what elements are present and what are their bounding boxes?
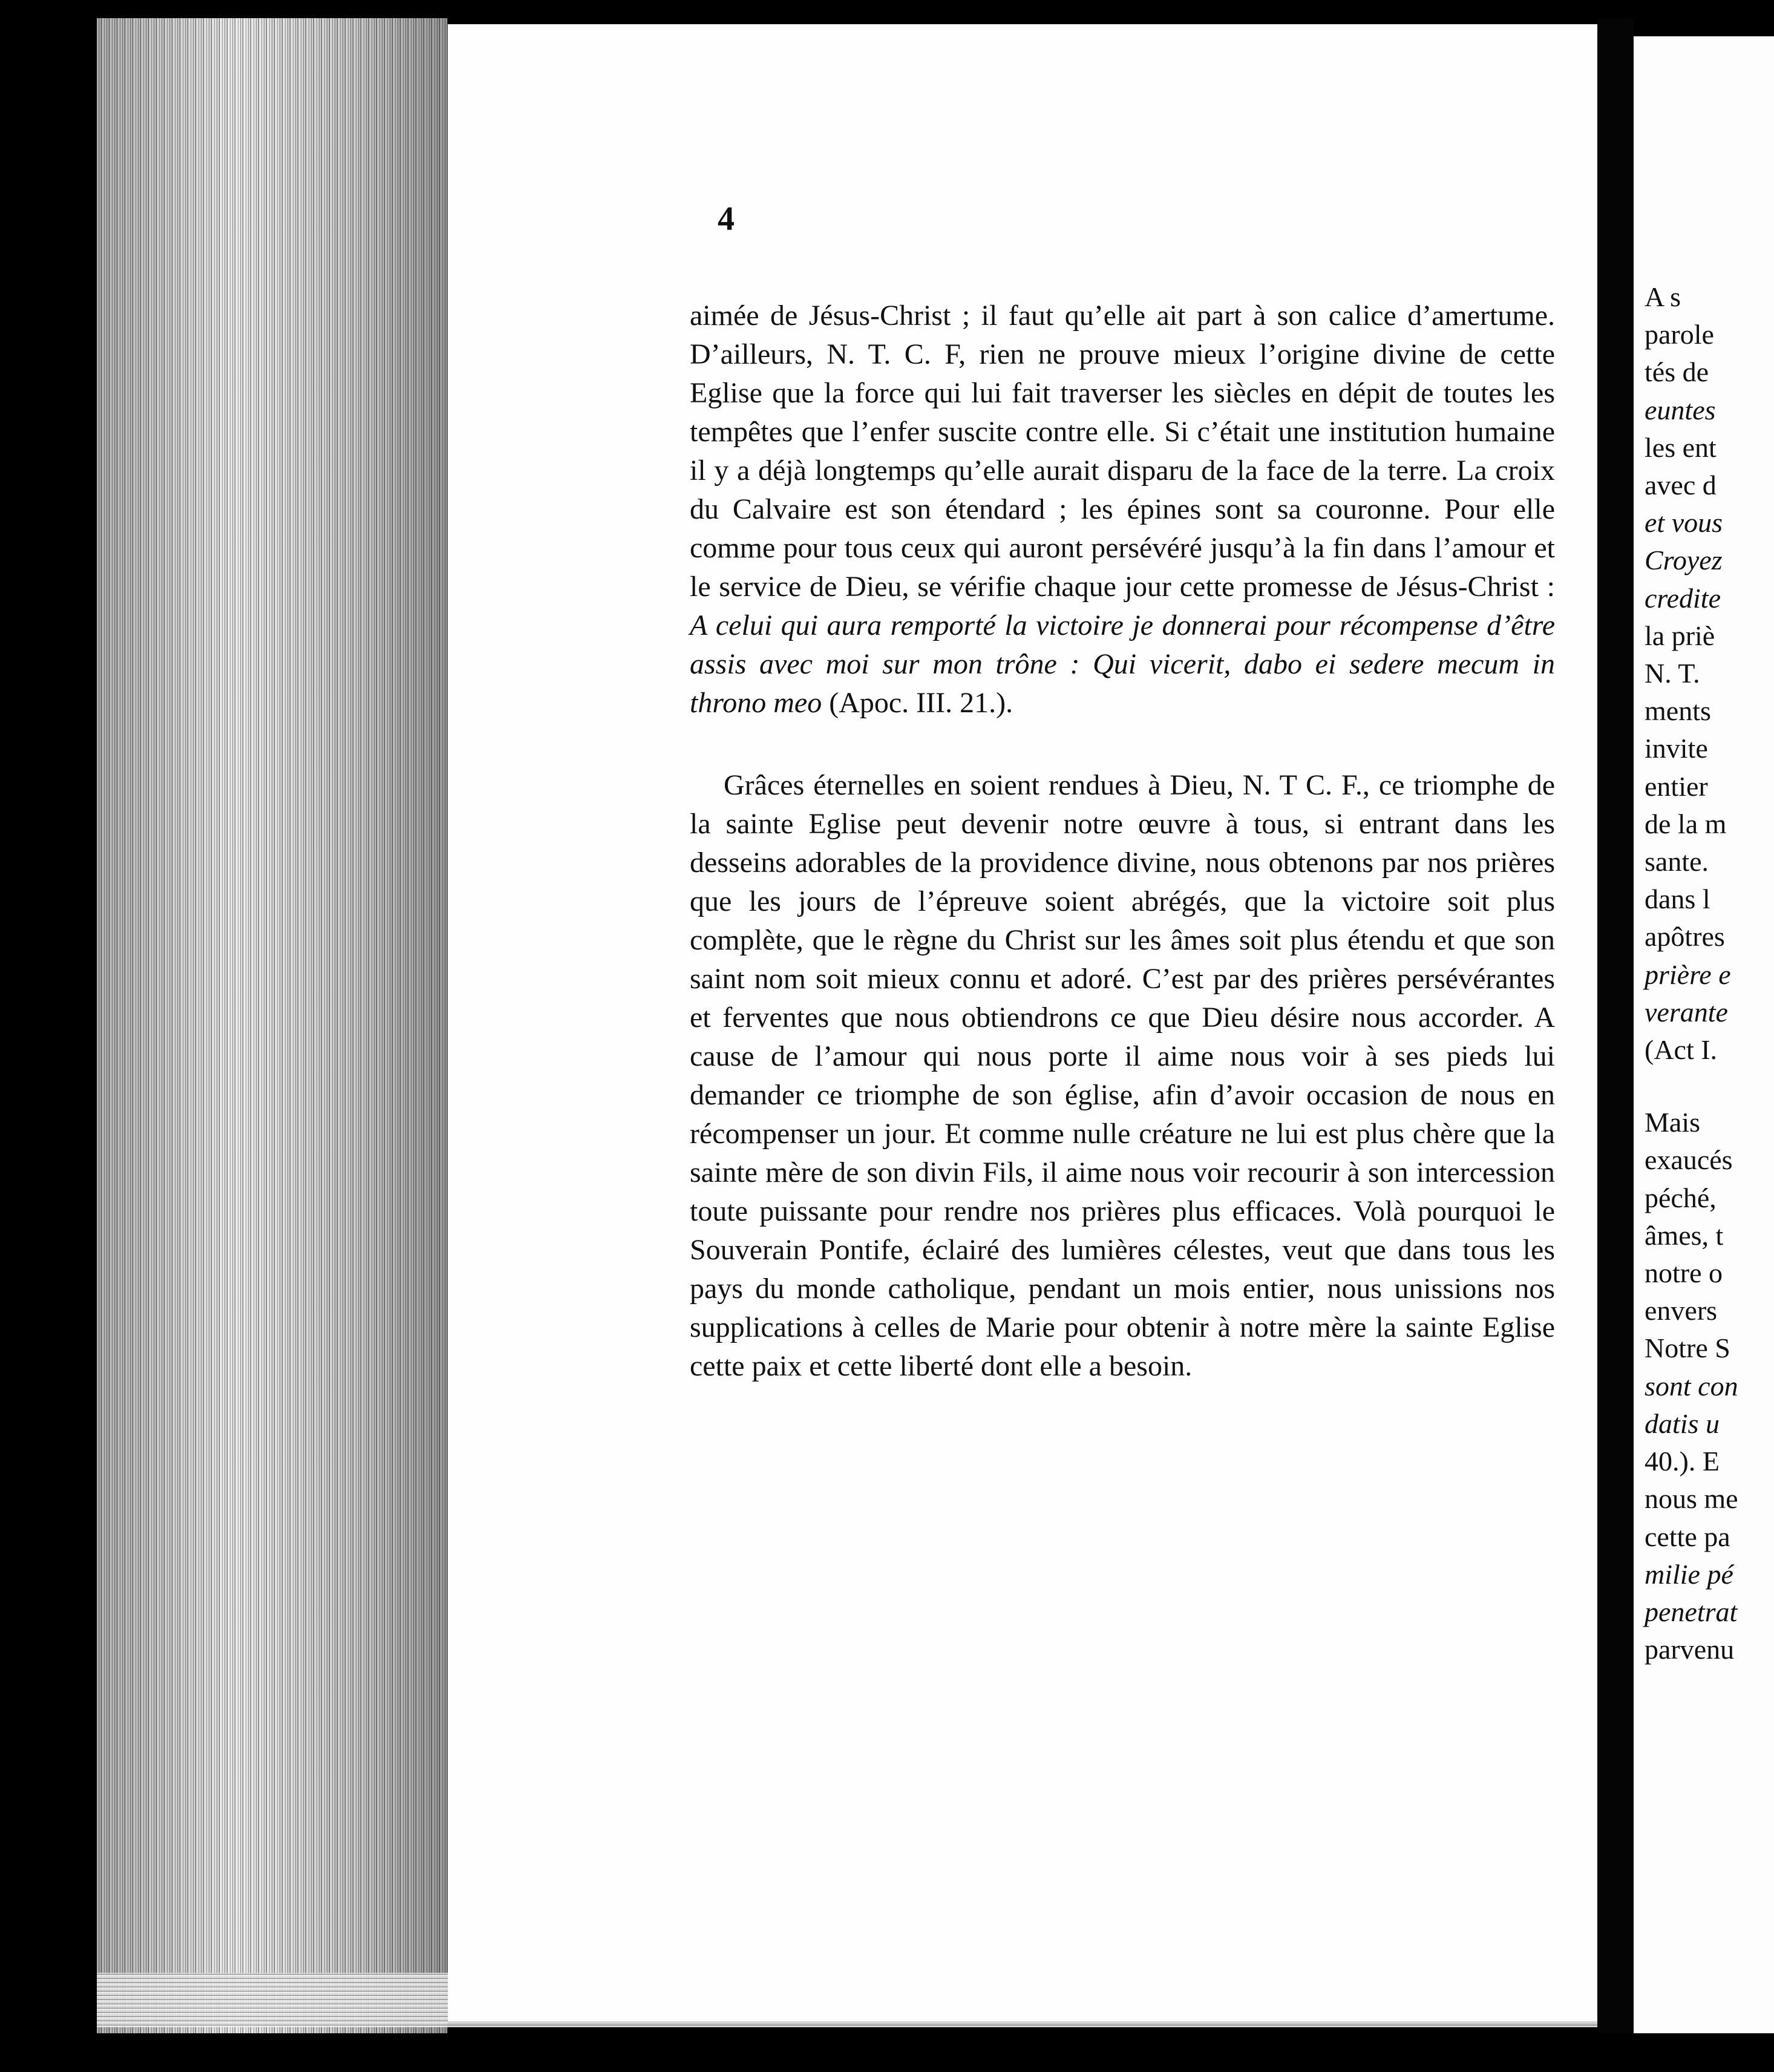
right-page-line: exaucés (1645, 1144, 1733, 1176)
right-page-line: et vous (1645, 507, 1723, 539)
right-page-line: péché, (1645, 1182, 1717, 1213)
right-page-line: dans l (1645, 884, 1710, 915)
paragraph-1 (690, 297, 1555, 723)
right-page-line: euntes (1645, 394, 1716, 425)
right-page-line: apôtres (1645, 921, 1725, 952)
right-page-line: sante. (1645, 846, 1709, 877)
right-page-line: parvenu (1645, 1634, 1735, 1665)
paragraph-gap (1645, 1069, 1774, 1104)
right-page-fragment (1634, 36, 1774, 2033)
page-number: 4 (718, 200, 735, 238)
right-page-line: tés de (1645, 356, 1709, 388)
right-page-line: invite (1645, 733, 1708, 764)
right-page-line: avec d (1645, 470, 1717, 501)
right-page-line: penetrat (1645, 1596, 1738, 1627)
right-page-line: nous me (1645, 1483, 1738, 1515)
main-text (690, 297, 1555, 1386)
right-page-line: (Act I. (1645, 1034, 1718, 1066)
right-page-line: Mais (1645, 1107, 1700, 1138)
right-page-line: de la m (1645, 808, 1727, 839)
right-page-text (1645, 278, 1774, 1668)
right-page-line: sont con (1645, 1370, 1738, 1402)
paragraph-2: Grâces éternelles en soient rendues à Dieu, N. T C. F., ce triomphe de la sainte Eglise peut devenir notre œuvre à tous, si entrant dans les desseins adorables de la providence divine, nous obtenons par nos prières que les jours de l’épreuve soient abrégés, que la victoire soit plus complète, que le règne du Christ sur les âmes soit plus étendu et que son saint nom soit mieux connu et adoré. C’est par des prières persévérantes et ferventes que nous obtiendrons ce que Dieu désire nous accorder. A cause de l’amour qui nous porte il aime nous voir à ses pieds lui demander ce triomphe de son église, afin d’avoir occasion de nous en récompenser un jour. Et comme nulle créature ne lui est plus chère que la sainte mère de son divin Fils, il aime nous voir recourir à son intercession toute puissante pour rendre nos prières plus efficaces. Volà pourquoi le Souverain Pontife, éclairé des lumières célestes, veut que dans tous les pays du monde catholique, pendant un mois entier, nous unissions nos supplications à celles de Marie pour obtenir à notre mère la sainte Eglise cette paix et cette liberté dont elle a besoin. (690, 769, 1555, 1382)
right-page-line: Croyez (1645, 545, 1723, 576)
right-page-line: 40.). E (1645, 1446, 1720, 1477)
right-page-line: prière e (1645, 959, 1731, 990)
right-page-line: parole (1645, 319, 1714, 350)
right-page-line: notre o (1645, 1257, 1723, 1289)
right-page-line: milie pé (1645, 1558, 1733, 1590)
right-page-line: les ent (1645, 431, 1717, 463)
paragraph-1-citation: (Apoc. III. 21.). (822, 687, 1013, 719)
right-page-line: cette pa (1645, 1521, 1730, 1552)
page-edges (97, 18, 448, 2033)
right-page-line: verante (1645, 996, 1728, 1028)
right-page-line: entier (1645, 770, 1708, 802)
right-page-line: ments (1645, 695, 1711, 727)
right-page-line: la priè (1645, 620, 1715, 651)
right-page-line: envers (1645, 1295, 1718, 1326)
right-page-line: Notre S (1645, 1333, 1730, 1364)
right-page-line: credite (1645, 582, 1721, 614)
right-page-line: N. T. (1645, 658, 1700, 689)
paragraph-1-latin-quote: A celui qui aura remporté la victoire je donnerai pour récompense d’être assis avec moi sur mon trône : Qui vicerit, dabo ei sedere mecum in throno meo (690, 609, 1555, 719)
paragraph-1-text: aimée de Jésus-Christ ; il faut qu’elle ait part à son calice d’amertume. D’ailleurs, N. T. C. F, rien ne prouve mieux l’origine divine de cette Eglise que la force qui lui fait traverser les siècles en dépit de toutes les tempêtes que l’enfer suscite contre elle. Si c’était une institution humaine il y a déjà longtemps qu’elle aurait disparu de la face de la terre. La croix du Calvaire est son étendard ; les épines sont sa couronne. Pour elle comme pour tous ceux qui auront persévéré jusqu’à la fin dans l’amour et le service de Dieu, se vérifie chaque jour cette promesse de Jésus-Christ : (690, 300, 1555, 603)
right-page-line: datis u (1645, 1408, 1720, 1439)
gutter (1597, 18, 1634, 2033)
right-page-line: âmes, t (1645, 1219, 1724, 1251)
right-page-line: A s (1645, 281, 1681, 312)
